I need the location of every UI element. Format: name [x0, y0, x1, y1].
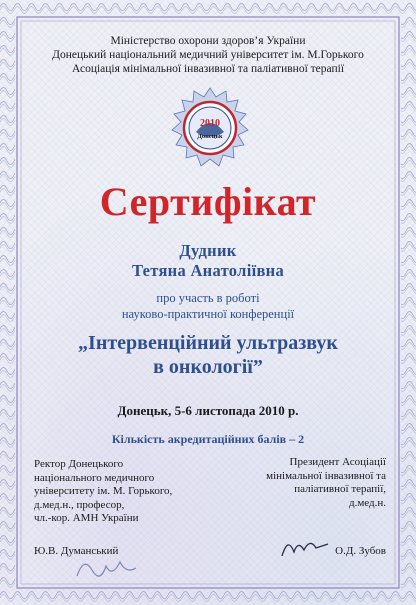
signatory-left-name: Ю.В. Думанський [34, 545, 119, 557]
issuer-header [0, 34, 416, 76]
signatory-left-line-3: університету ім. М. Горького, [34, 485, 173, 497]
participation-line-2: науково-практичної конференції [121, 307, 295, 321]
conference-emblem-icon [168, 86, 252, 170]
conference-logo [168, 86, 252, 170]
accreditation-points: Кількість акредитаційних балів – 2 [111, 432, 305, 446]
conference-title-line-1: „Інтервенційний ультразвук [78, 332, 338, 354]
recipient-name [0, 241, 416, 281]
signatory-right-line-1: Президент Асоціації [289, 456, 386, 468]
signatory-left-line-5: чл.-кор. АМН України [34, 512, 139, 524]
signatory-right-name: О.Д. Зубов [335, 545, 386, 557]
conference-title [0, 331, 416, 379]
event-date: Донецьк, 5-6 листопада 2010 р. [117, 403, 299, 418]
signatory-right-title [201, 456, 386, 510]
signatory-left-line-2: національного медичного [34, 471, 155, 484]
right-signature-icon [278, 532, 338, 564]
signatory-right-line-2: мінімальної інвазивної та [266, 469, 386, 482]
header-line-ministry: Міністерство охорони здоров’я України [110, 35, 306, 47]
signatory-left-line-4: д.мед.н., професор, [34, 498, 125, 511]
logo-city: Донецьк [197, 133, 223, 140]
certificate-title: Сертифікат [99, 179, 317, 224]
recipient-surname: Дудник [179, 241, 237, 260]
participation-text [0, 290, 416, 322]
signatory-left-line-1: Ректор Донецького [34, 458, 124, 470]
logo-year: 2010 [200, 118, 220, 129]
conference-title-line-2: в онкології” [153, 356, 263, 378]
recipient-given-names: Тетяна Анатоліївна [131, 261, 285, 280]
signatory-right-line-4: д.мед.н. [348, 496, 386, 509]
header-line-association: Асоціація мінімальної інвазивної та паліативної терапії [71, 63, 345, 75]
signatory-left-title [34, 458, 224, 526]
header-line-university: Донецький національний медичний університет ім. М.Горького [52, 49, 364, 61]
signatory-right-line-3: паліативної терапії, [294, 483, 386, 495]
participation-line-1: про участь в роботі [156, 291, 260, 305]
